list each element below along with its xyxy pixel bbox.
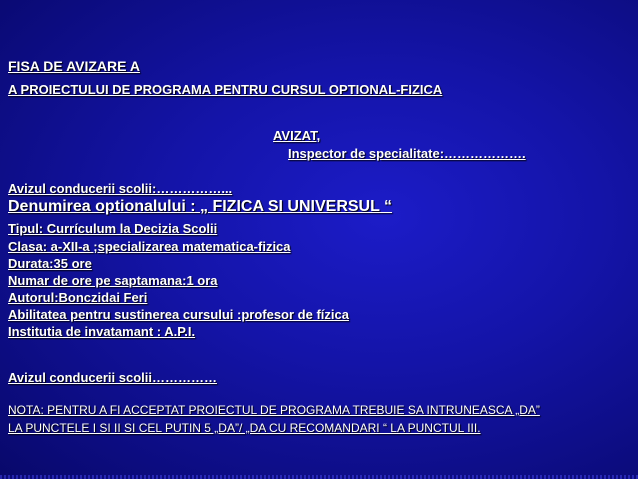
nota-line-2: LA PUNCTELE I SI II SI CEL PUTIN 5 „DA”/ „DA CU RECOMANDARI “ LA PUNCTUL III.	[8, 421, 481, 435]
durata-line: Durata:35 ore	[8, 256, 92, 271]
tipul-line: Tipul: Currículum la Decizia Scolii	[8, 221, 218, 236]
denumire-optional: Denumirea optionalului : „ FIZICA SI UNIVERSUL “	[8, 198, 393, 215]
nota-line-1: NOTA: PENTRU A FI ACCEPTAT PROIECTUL DE PROGRAMA TREBUIE SA INTRUNEASCA „DA”	[8, 403, 540, 417]
institutia-line: Institutia de invatamant : A.P.I.	[8, 324, 196, 339]
aviz-conducere-line-2: Avizul conducerii scolii……………	[8, 370, 217, 385]
title-line-2: A PROIECTULUI DE PROGRAMA PENTRU CURSUL OPTIONAL-FIZICA	[8, 82, 443, 97]
autorul-line: Autorul:Bonczidai Feri	[8, 290, 148, 305]
abilitatea-line: Abilitatea pentru sustinerea cursului :profesor de fízica	[8, 307, 349, 322]
bottom-decorative-strip	[0, 475, 638, 479]
inspector-line: Inspector de specialitate:……………….	[288, 146, 526, 161]
numar-ore-line: Numar de ore pe saptamana:1 ora	[8, 273, 218, 288]
title-line-1: FISA DE AVIZARE A	[8, 58, 140, 74]
avizat-label: AVIZAT,	[273, 128, 321, 143]
clasa-line: Clasa: a-XII-a ;specializarea matematica-fizica	[8, 239, 291, 254]
aviz-conducere-line-1: Avizul conducerii scolii:……………...	[8, 181, 233, 196]
